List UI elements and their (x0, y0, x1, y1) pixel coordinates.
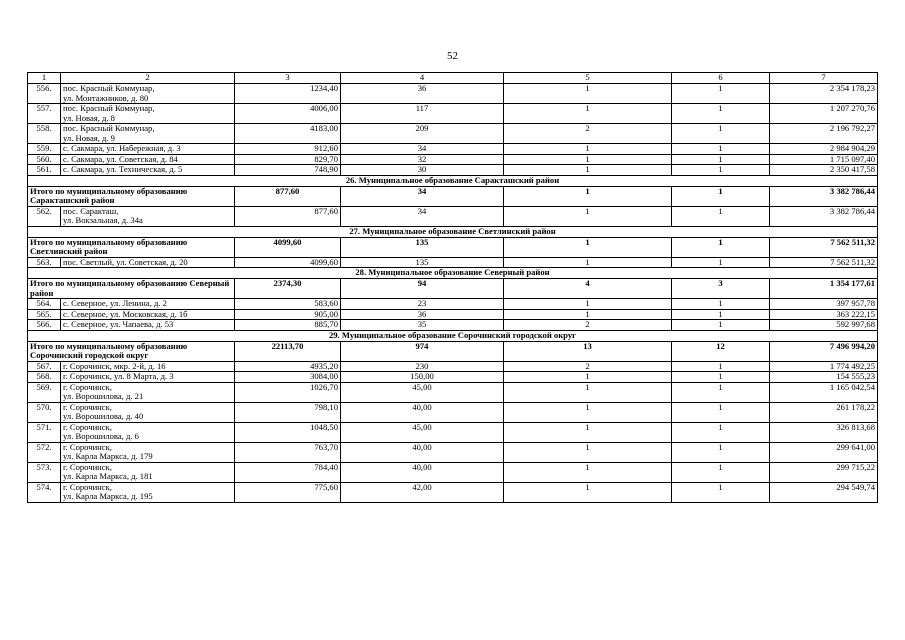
address-line: г. Сорочинск, (63, 482, 112, 492)
row-number-cell: 556. (28, 84, 61, 104)
total-residents-cell: 94 (341, 279, 504, 299)
total-residents-cell: 974 (341, 341, 504, 361)
table-row (28, 104, 878, 124)
column-header: 1 (28, 73, 61, 84)
table-row (28, 372, 878, 383)
section-title: 26. Муниципальное образование Саракташский район (28, 175, 878, 186)
cost-cell: 3 382 786,44 (770, 206, 878, 226)
section-header-row (28, 226, 878, 237)
residents-cell: 34 (341, 206, 504, 226)
col6-cell: 1 (672, 361, 770, 372)
row-number-cell: 563. (28, 257, 61, 268)
column-number-row (28, 73, 878, 84)
col5-cell: 1 (504, 422, 672, 442)
area-cell: 775,60 (235, 482, 341, 502)
column-header: 7 (770, 73, 878, 84)
row-number-cell: 566. (28, 320, 61, 331)
col5-cell: 1 (504, 206, 672, 226)
residents-cell: 209 (341, 124, 504, 144)
residents-cell: 40,00 (341, 402, 504, 422)
total-row (28, 186, 878, 206)
address-line: пос. Красный Коммунар, (63, 83, 155, 93)
residents-cell: 36 (341, 84, 504, 104)
address-line: пос. Саракташ, (63, 206, 119, 216)
address-cell (61, 361, 235, 372)
column-header: 3 (235, 73, 341, 84)
row-number-cell: 571. (28, 422, 61, 442)
col5-cell: 1 (504, 84, 672, 104)
address-line: ул. Новая, д. 8 (63, 112, 115, 123)
column-header: 5 (504, 73, 672, 84)
address-cell (61, 320, 235, 331)
col6-cell: 1 (672, 320, 770, 331)
table-row (28, 206, 878, 226)
address-line: ул. Ворошилова, д. 21 (63, 391, 144, 401)
cost-cell: 154 555,23 (770, 372, 878, 383)
table-row (28, 422, 878, 442)
col5-cell: 1 (504, 402, 672, 422)
address-cell (61, 462, 235, 482)
total-cost-cell: 7 496 994,20 (770, 341, 878, 361)
cost-cell: 363 222,15 (770, 309, 878, 320)
table-row (28, 165, 878, 176)
column-header: 6 (672, 73, 770, 84)
total-residents-cell: 135 (341, 237, 504, 257)
area-cell: 4006,00 (235, 104, 341, 124)
area-cell: 763,70 (235, 442, 341, 462)
area-cell: 1234,40 (235, 84, 341, 104)
residents-cell: 230 (341, 361, 504, 372)
col5-cell: 1 (504, 309, 672, 320)
area-cell: 748,90 (235, 165, 341, 176)
address-line: с. Сакмара, ул. Набережная, д. 3 (63, 143, 181, 153)
col5-cell: 1 (504, 462, 672, 482)
address-cell (61, 257, 235, 268)
total-area-cell: 22113,70 (235, 341, 341, 361)
total-label: Итого по муниципальному образованию Северный район (28, 279, 235, 299)
table-row (28, 299, 878, 310)
col6-cell: 1 (672, 309, 770, 320)
section-title: 29. Муниципальное образование Сорочинский городской округ (28, 330, 878, 341)
total-cost-cell: 3 382 786,44 (770, 186, 878, 206)
col6-cell: 1 (672, 165, 770, 176)
col5-cell: 1 (504, 154, 672, 165)
col5-cell: 1 (504, 382, 672, 402)
cost-cell: 2 350 417,58 (770, 165, 878, 176)
cost-cell: 261 178,22 (770, 402, 878, 422)
col5-cell: 1 (504, 482, 672, 502)
address-cell (61, 422, 235, 442)
col6-cell: 1 (672, 144, 770, 155)
cost-cell: 299 715,22 (770, 462, 878, 482)
address-line: с. Северное, ул. Чапаева, д. 53 (63, 319, 174, 329)
table-row (28, 320, 878, 331)
address-line: ул. Ворошилова, д. 40 (63, 411, 144, 421)
area-cell: 4183,00 (235, 124, 341, 144)
total-area-cell: 2374,30 (235, 279, 341, 299)
address-cell (61, 309, 235, 320)
col5-cell: 2 (504, 361, 672, 372)
address-line: г. Сорочинск, (63, 382, 112, 392)
area-cell: 1048,50 (235, 422, 341, 442)
residents-cell: 135 (341, 257, 504, 268)
area-cell: 912,60 (235, 144, 341, 155)
address-line: с. Северное, ул. Ленина, д. 2 (63, 298, 167, 308)
cost-cell: 397 957,78 (770, 299, 878, 310)
table-row (28, 361, 878, 372)
section-title: 27. Муниципальное образование Светлинский район (28, 226, 878, 237)
col5-cell: 1 (504, 165, 672, 176)
address-cell (61, 206, 235, 226)
address-line: ул. Карла Маркса, д. 179 (63, 451, 153, 461)
address-cell (61, 482, 235, 502)
col5-cell: 2 (504, 124, 672, 144)
col6-cell: 1 (672, 442, 770, 462)
address-line: ул. Карла Маркса, д. 181 (63, 471, 153, 481)
row-number-cell: 567. (28, 361, 61, 372)
residents-cell: 36 (341, 309, 504, 320)
total-row (28, 279, 878, 299)
total-col5-cell: 1 (504, 186, 672, 206)
cost-cell: 294 549,74 (770, 482, 878, 502)
total-area-cell: 877,60 (235, 186, 341, 206)
residents-cell: 35 (341, 320, 504, 331)
table-row (28, 154, 878, 165)
col6-cell: 1 (672, 372, 770, 383)
table-row (28, 124, 878, 144)
address-line: ул. Ворошилова, д. 6 (63, 431, 139, 441)
col6-cell: 1 (672, 482, 770, 502)
row-number-cell: 572. (28, 442, 61, 462)
residents-cell: 40,00 (341, 442, 504, 462)
total-area-cell: 4099,60 (235, 237, 341, 257)
total-col5-cell: 13 (504, 341, 672, 361)
residents-cell: 32 (341, 154, 504, 165)
cost-cell: 2 196 792,27 (770, 124, 878, 144)
col6-cell: 1 (672, 84, 770, 104)
address-line: с. Сакмара, ул. Советская, д. 84 (63, 154, 178, 164)
row-number-cell: 560. (28, 154, 61, 165)
cost-cell: 2 984 904,29 (770, 144, 878, 155)
total-cost-cell: 1 354 177,61 (770, 279, 878, 299)
address-line: г. Сорочинск, (63, 462, 112, 472)
col6-cell: 1 (672, 462, 770, 482)
address-line: ул. Вокзальная, д. 34а (63, 215, 143, 225)
address-line: ул. Карла Маркса, д. 195 (63, 491, 153, 501)
table-row (28, 462, 878, 482)
table-body (28, 84, 878, 503)
total-residents-cell: 34 (341, 186, 504, 206)
address-line: пос. Светлый, ул. Советская, д. 20 (63, 257, 188, 267)
col5-cell: 1 (504, 144, 672, 155)
section-header-row (28, 268, 878, 279)
area-cell: 3084,00 (235, 372, 341, 383)
row-number-cell: 558. (28, 124, 61, 144)
row-number-cell: 568. (28, 372, 61, 383)
col6-cell: 1 (672, 124, 770, 144)
total-col6-cell: 1 (672, 237, 770, 257)
total-label: Итого по муниципальному образованию Светлинский район (28, 237, 235, 257)
total-cost-cell: 7 562 511,32 (770, 237, 878, 257)
address-line: пос. Красный Коммунар, (63, 103, 155, 113)
area-cell: 885,70 (235, 320, 341, 331)
table-row (28, 382, 878, 402)
residents-cell: 117 (341, 104, 504, 124)
col6-cell: 1 (672, 257, 770, 268)
address-line: с. Сакмара, ул. Техническая, д. 5 (63, 164, 183, 174)
area-cell: 905,00 (235, 309, 341, 320)
col6-cell: 1 (672, 206, 770, 226)
address-cell (61, 144, 235, 155)
address-cell (61, 372, 235, 383)
address-line: пос. Красный Коммунар, (63, 123, 155, 133)
residents-cell: 23 (341, 299, 504, 310)
total-col5-cell: 1 (504, 237, 672, 257)
col6-cell: 1 (672, 299, 770, 310)
row-number-cell: 569. (28, 382, 61, 402)
section-title: 28. Муниципальное образование Северный район (28, 268, 878, 279)
col5-cell: 1 (504, 442, 672, 462)
col5-cell: 2 (504, 320, 672, 331)
table-row (28, 257, 878, 268)
col6-cell: 1 (672, 402, 770, 422)
residents-cell: 30 (341, 165, 504, 176)
col5-cell: 1 (504, 299, 672, 310)
area-cell: 829,70 (235, 154, 341, 165)
address-line: г. Сорочинск, (63, 402, 112, 412)
col6-cell: 1 (672, 382, 770, 402)
cost-cell: 326 813,68 (770, 422, 878, 442)
address-cell (61, 124, 235, 144)
residents-cell: 40,00 (341, 462, 504, 482)
residents-cell: 42,00 (341, 482, 504, 502)
total-col6-cell: 12 (672, 341, 770, 361)
total-label: Итого по муниципальному образованию Саракташский район (28, 186, 235, 206)
col5-cell: 1 (504, 257, 672, 268)
page-number: 52 (447, 50, 458, 62)
col6-cell: 1 (672, 104, 770, 124)
address-cell (61, 299, 235, 310)
area-cell: 784,40 (235, 462, 341, 482)
row-number-cell: 559. (28, 144, 61, 155)
col6-cell: 1 (672, 154, 770, 165)
cost-cell: 1 715 097,40 (770, 154, 878, 165)
cost-cell: 1 165 042,54 (770, 382, 878, 402)
address-line: г. Сорочинск, (63, 442, 112, 452)
table-row (28, 309, 878, 320)
address-cell (61, 382, 235, 402)
total-row (28, 237, 878, 257)
cost-cell: 299 641,00 (770, 442, 878, 462)
area-cell: 4935,20 (235, 361, 341, 372)
residents-cell: 45,00 (341, 422, 504, 442)
row-number-cell: 562. (28, 206, 61, 226)
cost-cell: 2 354 178,23 (770, 84, 878, 104)
row-number-cell: 573. (28, 462, 61, 482)
row-number-cell: 565. (28, 309, 61, 320)
area-cell: 583,60 (235, 299, 341, 310)
address-line: с. Северное, ул. Московская, д. 1б (63, 309, 188, 319)
total-label: Итого по муниципальному образованию Сорочинский городской округ (28, 341, 235, 361)
cost-cell: 7 562 511,32 (770, 257, 878, 268)
cost-cell: 592 997,68 (770, 320, 878, 331)
row-number-cell: 564. (28, 299, 61, 310)
table-row (28, 144, 878, 155)
table-row (28, 442, 878, 462)
address-cell (61, 104, 235, 124)
address-cell (61, 165, 235, 176)
section-header-row (28, 175, 878, 186)
area-cell: 1026,70 (235, 382, 341, 402)
area-cell: 877,60 (235, 206, 341, 226)
area-cell: 4099,60 (235, 257, 341, 268)
table-row (28, 84, 878, 104)
address-cell (61, 442, 235, 462)
residents-cell: 45,00 (341, 382, 504, 402)
row-number-cell: 557. (28, 104, 61, 124)
housing-register-table (27, 72, 878, 503)
row-number-cell: 561. (28, 165, 61, 176)
col6-cell: 1 (672, 422, 770, 442)
column-header: 4 (341, 73, 504, 84)
col5-cell: 1 (504, 372, 672, 383)
address-line: ул. Монтажников, д. 80 (63, 92, 149, 103)
total-col5-cell: 4 (504, 279, 672, 299)
area-cell: 798,10 (235, 402, 341, 422)
address-cell (61, 402, 235, 422)
section-header-row (28, 330, 878, 341)
address-line: г. Сорочинск, (63, 422, 112, 432)
address-cell (61, 154, 235, 165)
residents-cell: 34 (341, 144, 504, 155)
total-row (28, 341, 878, 361)
col5-cell: 1 (504, 104, 672, 124)
table-row (28, 482, 878, 502)
address-cell (61, 84, 235, 104)
total-col6-cell: 3 (672, 279, 770, 299)
cost-cell: 1 207 270,76 (770, 104, 878, 124)
address-line: ул. Новая, д. 9 (63, 132, 115, 143)
address-line: г. Сорочинск, мкр. 2-й, д. 16 (63, 361, 166, 371)
table-row (28, 402, 878, 422)
address-line: г. Сорочинск, ул. 8 Марта, д. 3 (63, 371, 174, 381)
row-number-cell: 574. (28, 482, 61, 502)
residents-cell: 150,00 (341, 372, 504, 383)
row-number-cell: 570. (28, 402, 61, 422)
column-header: 2 (61, 73, 235, 84)
total-col6-cell: 1 (672, 186, 770, 206)
cost-cell: 1 774 492,25 (770, 361, 878, 372)
